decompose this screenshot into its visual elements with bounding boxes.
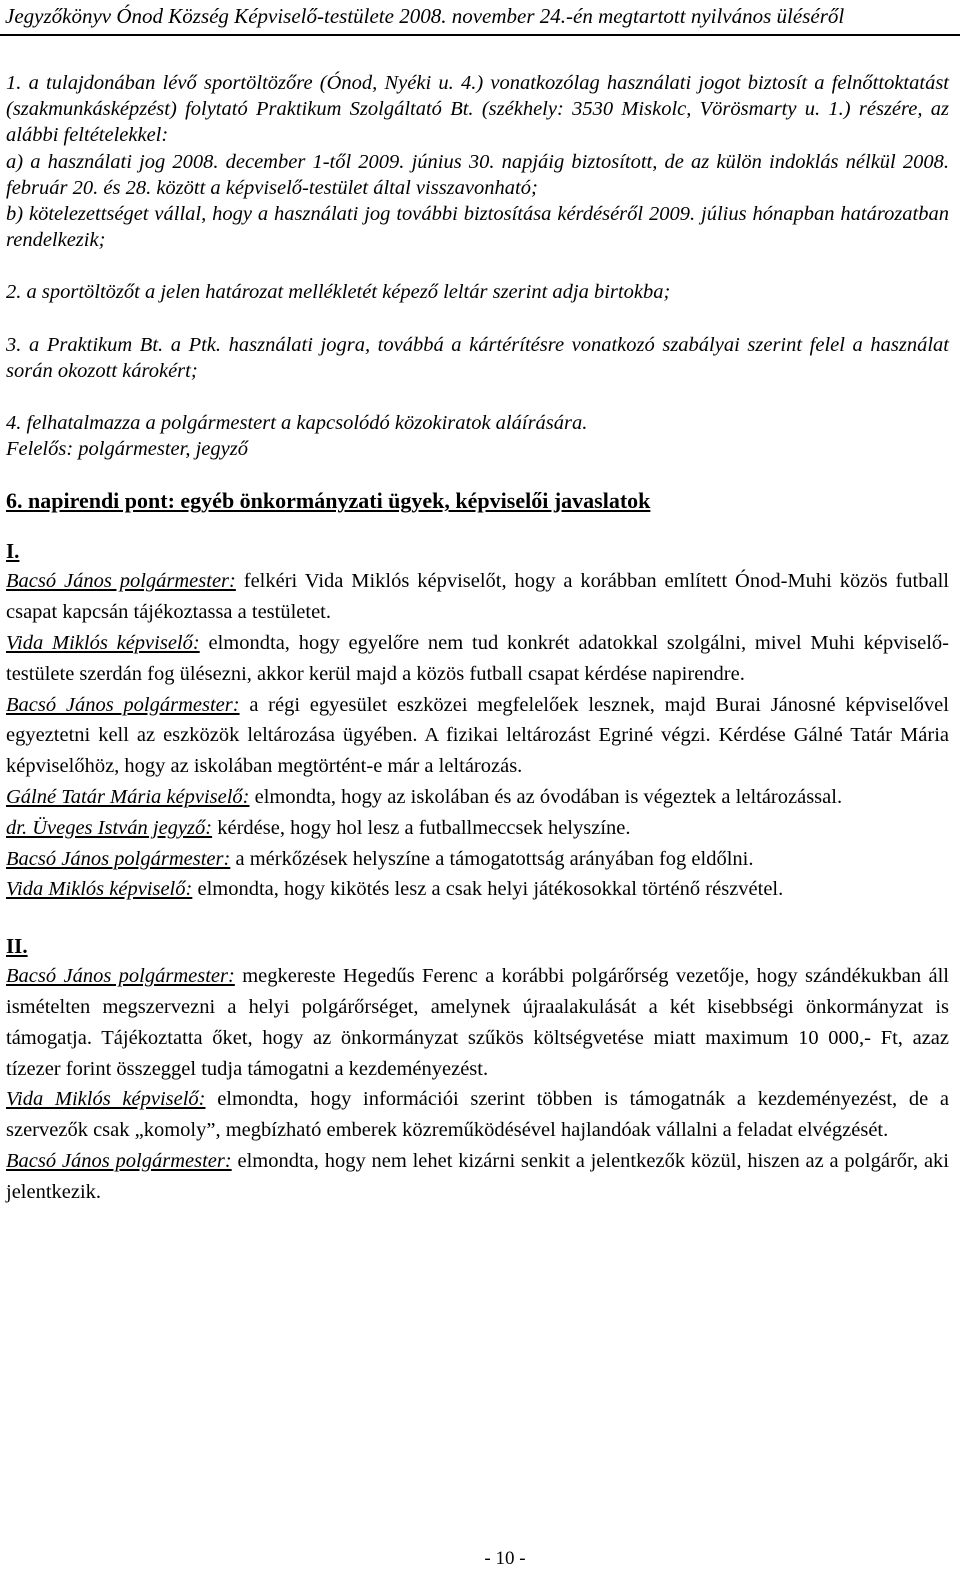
speech-text: elmondta, hogy nem lehet kizárni senkit a jelentkezők közül, hiszen az a polgárőr, aki jelentkezik. bbox=[6, 1149, 949, 1203]
speech-text: kérdése, hogy hol lesz a futballmeccsek helyszíne. bbox=[212, 816, 631, 839]
speaker-name: Bacsó János polgármester: bbox=[6, 847, 231, 870]
document-header: Jegyzőkönyv Ónod Község Képviselő-testülete 2008. november 24.-én megtartott nyilvános üléséről bbox=[5, 4, 845, 28]
speaker-name: Gálné Tatár Mária képviselő: bbox=[6, 786, 250, 809]
speech-text: a mérkőzések helyszíne a támogatottság arányában fog eldőlni. bbox=[230, 847, 754, 870]
resolution-point-3: 3. a Praktikum Bt. a Ptk. használati jogra, továbbá a kártérítésre vonatkozó szabályai szerint felel a használat során okozott károkért; bbox=[6, 333, 949, 382]
minutes-entry bbox=[6, 690, 949, 782]
part-1-heading: I. bbox=[6, 539, 20, 564]
minutes-entry bbox=[6, 844, 949, 875]
minutes-entry bbox=[6, 1084, 949, 1146]
speaker-name: Bacsó János polgármester: bbox=[6, 693, 240, 716]
document-body bbox=[6, 70, 949, 1208]
resolution-point-4: 4. felhatalmazza a polgármestert a kapcsolódó közokiratok aláírására. bbox=[6, 412, 588, 435]
minutes-entry bbox=[6, 628, 949, 690]
speech-text: megkereste Hegedűs Ferenc a korábbi polgárőrség vezetője, hogy szándékukban áll ismételten megszervezni a helyi polgárőrséget, amelynek újraalakulását a két kisebbségi önkormányzat is támogatja. Tájékoztatta őket, hogy az önkormányzat szűkös költségvetése miatt maximum 10 000,- Ft, azaz tízezer forint összeggel tudja támogatni a kezdeményezést. bbox=[6, 965, 949, 1080]
speaker-name: dr. Üveges István jegyző: bbox=[6, 816, 213, 839]
speech-text: elmondta, hogy az iskolában és az óvodában is végeztek a leltározással. bbox=[249, 786, 843, 809]
minutes-entry bbox=[6, 782, 949, 813]
minutes-entry bbox=[6, 566, 949, 628]
minutes-entry bbox=[6, 1146, 949, 1208]
header-divider bbox=[0, 34, 960, 36]
resolution-point-1: 1. a tulajdonában lévő sportöltözőre (Ónod, Nyéki u. 4.) vonatkozólag használati jogot biztosít a felnőttoktatást (szakmunkásképzést) folytató Praktikum Szolgáltató Bt. (székhely: 3530 Miskolc, Vörösmarty u. 1.) részére, az alábbi feltételekkel: bbox=[6, 72, 949, 147]
minutes-entry bbox=[6, 961, 949, 1084]
part-2-heading: II. bbox=[6, 934, 28, 959]
resolution-point-1b: b) kötelezettséget vállal, hogy a használati jog további biztosítása kérdéséről 2009. július hónapban határozatban rendelkezik; bbox=[6, 203, 949, 252]
speaker-name: Vida Miklós képviselő: bbox=[6, 632, 200, 655]
agenda-item-title: 6. napirendi pont: egyéb önkormányzati ügyek, képviselői javaslatok bbox=[6, 488, 651, 514]
minutes-entry bbox=[6, 874, 949, 905]
speaker-name: Vida Miklós képviselő: bbox=[6, 878, 193, 901]
speech-text: a régi egyesület eszközei megfelelőek lesznek, majd Burai Jánosné képviselővel egyeztetni kell az eszközök leltározása ügyében. A fizikai leltározást Egriné végzi. Kérdése Gálné Tatár Mária képviselőhöz, hogy az iskolában megtörtént-e már a leltározás. bbox=[6, 693, 949, 778]
speaker-name: Bacsó János polgármester: bbox=[6, 965, 235, 988]
speech-text: elmondta, hogy kikötés lesz a csak helyi játékosokkal történő részvétel. bbox=[192, 878, 784, 901]
resolution-point-2: 2. a sportöltözőt a jelen határozat mellékletét képező leltár szerint adja birtokba; bbox=[6, 281, 671, 304]
speech-text: elmondta, hogy egyelőre nem tud konkrét adatokkal szolgálni, mivel Muhi képviselő-testülete szerdán fog ülésezni, akkor kerül majd a közös futball csapat kérdése napirendre. bbox=[6, 632, 949, 685]
speaker-name: Bacsó János polgármester: bbox=[6, 570, 236, 593]
minutes-entry bbox=[6, 813, 949, 844]
resolution-point-1a: a) a használati jog 2008. december 1-től 2009. június 30. napjáig biztosított, de az külön indoklás nélkül 2008. február 20. és 28. között a képviselő-testület által visszavonható; bbox=[6, 150, 949, 199]
resolution-block bbox=[6, 70, 949, 462]
speaker-name: Bacsó János polgármester: bbox=[6, 1149, 232, 1172]
page-number: - 10 - bbox=[484, 1548, 526, 1569]
speech-text: felkéri Vida Miklós képviselőt, hogy a korábban említett Ónod-Muhi közös futball csapat kapcsán tájékoztassa a testületet. bbox=[6, 570, 949, 624]
speech-text: elmondta, hogy információi szerint többen is támogatnák a kezdeményezést, de a szervezők csak „komoly”, megbízható emberek közreműködésével hajlandóak vállalni a feladat elvégzését. bbox=[6, 1088, 949, 1142]
part-1-minutes bbox=[6, 566, 949, 905]
part-2-minutes bbox=[6, 961, 949, 1207]
speaker-name: Vida Miklós képviselő: bbox=[6, 1088, 206, 1111]
resolution-responsible: Felelős: polgármester, jegyző bbox=[6, 438, 248, 461]
